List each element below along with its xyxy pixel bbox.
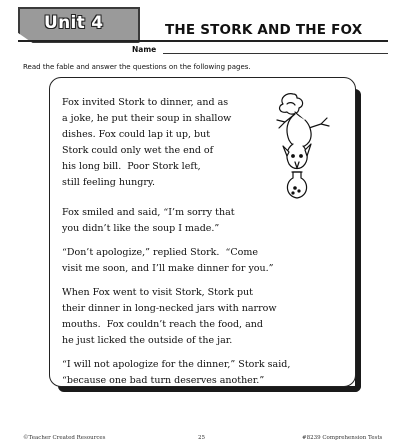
story-line: When Fox went to visit Stork, Stork put xyxy=(62,287,253,298)
name-field-line xyxy=(163,53,388,54)
story-line: he just licked the outside of the jar. xyxy=(62,335,233,346)
story-line: Fox smiled and said, “I’m sorry that xyxy=(62,207,235,218)
story-line: dishes. Fox could lap it up, but xyxy=(62,129,211,140)
fox-with-jar-illustration xyxy=(265,92,347,202)
unit-label: Unit 4 xyxy=(44,13,104,33)
page-title: THE STORK AND THE FOX xyxy=(165,22,363,38)
story-line: still feeling hungry. xyxy=(62,177,155,188)
footer-page-number: 25 xyxy=(198,435,205,441)
footer-book-title: #8239 Comprehension Tests xyxy=(302,435,383,441)
instruction-text: Read the fable and answer the questions on the following pages. xyxy=(23,63,251,71)
story-line: “Don’t apologize,” replied Stork. “Come xyxy=(62,247,258,258)
title-divider xyxy=(18,40,388,42)
story-line: “because one bad turn deserves another.” xyxy=(62,375,265,386)
story-line: Stork could only wet the end of xyxy=(62,145,214,156)
story-line: their dinner in long-necked jars with narrow xyxy=(62,303,277,314)
story-line: you didn’t like the soup I made.” xyxy=(62,223,220,234)
story-line: visit me soon, and I’ll make dinner for you.” xyxy=(62,263,274,274)
story-line: Fox invited Stork to dinner, and as xyxy=(62,97,229,108)
story-line: “I will not apologize for the dinner,” Stork said, xyxy=(62,359,291,370)
story-line: his long bill. Poor Stork left, xyxy=(62,161,201,172)
story-line: mouths. Fox couldn’t reach the food, and xyxy=(62,319,263,330)
story-line: a joke, he put their soup in shallow xyxy=(62,113,232,124)
footer-copyright: ©Teacher Created Resources xyxy=(23,435,106,441)
name-label: Name xyxy=(132,45,157,54)
